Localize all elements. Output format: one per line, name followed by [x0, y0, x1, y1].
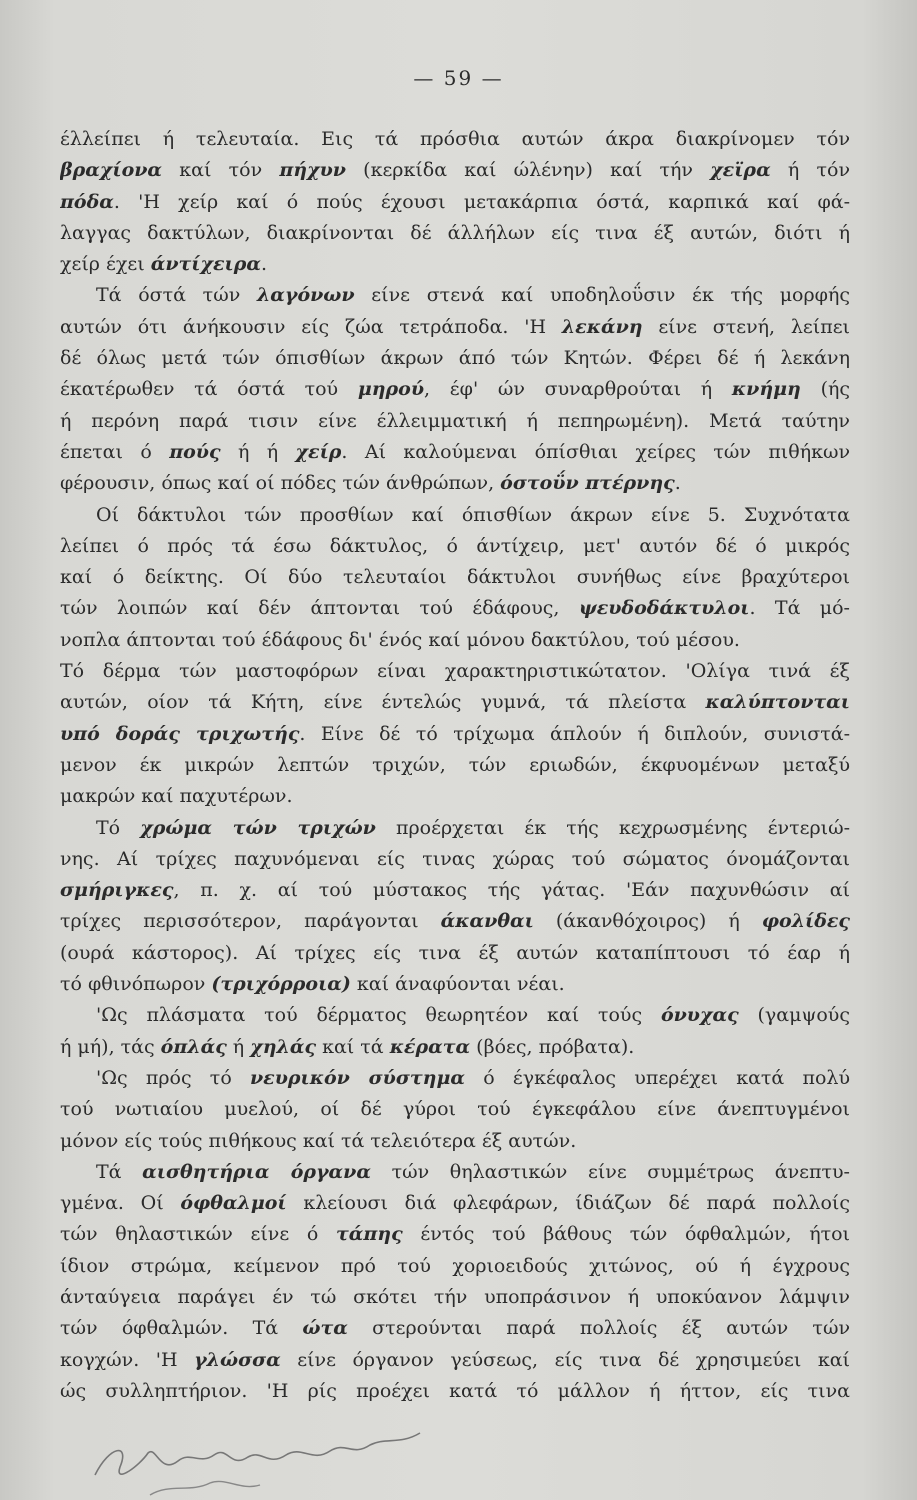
- bold-term: μηρού: [357, 378, 425, 401]
- bold-term: χείρ: [295, 440, 342, 463]
- text-line: [60, 1063, 850, 1094]
- text-line: [60, 1313, 850, 1344]
- text-line: [60, 844, 850, 875]
- text-run: καί τόν: [162, 159, 280, 182]
- bold-term: χηλάς: [250, 1035, 317, 1058]
- text-run: τό φθινόπωρον: [60, 973, 212, 996]
- text-run: .: [261, 253, 268, 276]
- text-line: [60, 124, 850, 155]
- text-line: [60, 1188, 850, 1219]
- text-line: [60, 155, 850, 186]
- text-line: [60, 1345, 850, 1376]
- text-run: φέρουσιν, όπως καί οί πόδες τών άνθρώπων,: [60, 472, 501, 495]
- text-run: Τά: [96, 1160, 143, 1183]
- text-run: καί ό δείκτης. Οί δύο τελευταίοι δάκτυλοι συνήθως είνε βραχύτεροι: [60, 566, 850, 589]
- bold-term: πήχυν: [279, 159, 346, 182]
- text-line: [60, 374, 850, 405]
- bold-term: λεκάνη: [561, 315, 643, 338]
- bold-term: πούς: [169, 440, 221, 463]
- bold-term: χεϊρα: [710, 159, 771, 182]
- text-run: τών όφθαλμών. Τά: [60, 1317, 303, 1340]
- bold-term: ψευδοδάκτυλοι: [578, 597, 750, 620]
- text-run: είνε στενά καί υποδηλοΰσιν έκ τής μορφής: [354, 284, 850, 307]
- text-line: [60, 906, 850, 937]
- text-run: λαγγας δακτύλων, διακρίνονται δέ άλλήλων είς τινα έξ αυτών, διότι ή: [60, 221, 850, 244]
- text-run: μόνον είς τούς πιθήκους καί τά τελειότερα έξ αυτών.: [60, 1129, 577, 1152]
- text-run: 'Ως πλάσματα τού δέρματος θεωρητέον καί τούς: [96, 1004, 661, 1027]
- text-line: [60, 969, 850, 1000]
- bold-term: πόδα: [60, 190, 114, 213]
- bold-term: κέρατα: [389, 1035, 471, 1058]
- text-run: κλείουσι διά φλεφάρων, ίδιάζων δέ παρά πολλοίς: [286, 1192, 850, 1215]
- bold-term: καλύπτονται: [705, 691, 850, 714]
- bold-term: όστοΰν πτέρνης: [500, 472, 675, 495]
- text-run: Τό δέρμα τών μαστοφόρων είναι χαρακτηριστικώτατον. 'Ολίγα τινά έξ: [60, 660, 850, 683]
- text-line: [60, 875, 850, 906]
- text-run: ή μή), τάς: [60, 1035, 161, 1058]
- text-run: (κερκίδα καί ώλένην) καί τήν: [345, 159, 711, 182]
- text-line: [60, 1157, 850, 1188]
- text-run: έντός τού βάθους τών όφθαλμών, ήτοι: [402, 1223, 850, 1246]
- text-line: [60, 938, 850, 969]
- text-run: νοπλα άπτονται τού έδάφους δι' ένός καί μόνου δακτύλου, τού μέσου.: [60, 628, 740, 651]
- text-run: λείπει ό πρός τά έσω δάκτυλος, ό άντίχειρ, μετ' αυτόν δέ ό μικρός: [60, 534, 850, 557]
- text-line: [60, 187, 850, 218]
- text-run: ίδιον στρώμα, κείμενον πρό τού χοριοειδούς χιτώνος, ού ή έγχρους: [60, 1254, 850, 1277]
- bold-term: όπλάς: [160, 1035, 227, 1058]
- handwritten-note: [90, 1405, 430, 1500]
- text-run: ό έγκέφαλος υπερέχει κατά πολύ: [464, 1066, 850, 1089]
- bold-term: υπό δοράς τριχωτής: [60, 722, 300, 745]
- text-run: έπεται ό: [60, 440, 170, 463]
- bold-term: όνυχας: [660, 1004, 739, 1027]
- text-run: αυτών, οίον τά Κήτη, είνε έντελώς γυμνά, τά πλείστα: [60, 691, 706, 714]
- text-run: (ουρά κάστορος). Αί τρίχες είς τινα έξ αυτών καταπίπτουσι τό έαρ ή: [60, 941, 850, 964]
- page-number: — 59 —: [413, 66, 504, 90]
- text-run: άνταύγεια παράγει έν τώ σκότει τήν υποπράσινον ή υποκύανον λάμψιν: [60, 1285, 850, 1308]
- text-run: αυτών ότι άνήκουσιν είς ζώα τετράποδα. 'Η: [60, 315, 562, 338]
- bold-term: ώτα: [302, 1317, 348, 1340]
- text-run: προέρχεται έκ τής κεχρωσμένης έντεριώ-: [375, 816, 850, 839]
- text-line: [60, 312, 850, 343]
- text-run: Τό: [96, 816, 141, 839]
- text-run: . Τά μό-: [749, 597, 850, 620]
- bold-term: σμήριγκες: [60, 879, 174, 902]
- text-run: είνε όργανον γεύσεως, είς τινα δέ χρησιμεύει καί: [280, 1348, 850, 1371]
- text-run: ή: [226, 1035, 251, 1058]
- text-run: δέ όλως μετά τών όπισθίων άκρων άπό τών Κητών. Φέρει δέ ή λεκάνη: [60, 347, 850, 370]
- text-line: [60, 593, 850, 624]
- text-run: (βόες, πρόβατα).: [470, 1035, 635, 1058]
- bold-term: γλώσσα: [194, 1348, 281, 1371]
- bold-term: κνήμη: [731, 378, 801, 401]
- text-line: [60, 218, 850, 249]
- text-line: [60, 1376, 850, 1407]
- text-line: [60, 687, 850, 718]
- text-line: [60, 531, 850, 562]
- text-run: τών θηλαστικών είνε ό: [60, 1223, 336, 1246]
- text-line: [60, 1251, 850, 1282]
- text-line: [60, 1282, 850, 1313]
- text-run: ώς συλληπτήριον. 'Η ρίς προέχει κατά τό μάλλον ή ήττον, είς τινα: [60, 1379, 850, 1402]
- text-run: τών λοιπών καί δέν άπτονται τού έδάφους,: [60, 597, 579, 620]
- text-run: Οί δάκτυλοι τών προσθίων καί όπισθίων άκρων είνε 5. Συχνότατα: [96, 503, 850, 526]
- text-run: μακρών καί παχυτέρων.: [60, 785, 293, 808]
- text-run: ή ή: [220, 440, 296, 463]
- text-line: [60, 249, 850, 280]
- text-line: [60, 813, 850, 844]
- text-line: [60, 1000, 850, 1031]
- text-run: . Είνε δέ τό τρίχωμα άπλούν ή διπλούν, συνιστά-: [299, 722, 850, 745]
- text-line: [60, 1032, 850, 1063]
- text-run: καί τά: [316, 1035, 390, 1058]
- text-run: χείρ έχει: [60, 253, 151, 276]
- text-run: . 'Η χείρ καί ό πούς έχουσι μετακάρπια όστά, καρπικά καί φά-: [113, 190, 850, 213]
- text-run: 'Ως πρός τό: [96, 1066, 250, 1089]
- text-line: [60, 437, 850, 468]
- text-run: .: [674, 472, 681, 495]
- bold-term: όφθαλμοί: [180, 1192, 287, 1215]
- text-run: μενον έκ μικρών λεπτών τριχών, τών εριωδών, έκφυομένων μεταξύ: [60, 753, 850, 776]
- bold-term: τάπης: [335, 1223, 403, 1246]
- text-run: νης. Αί τρίχες παχυνόμεναι είς τινας χώρας τού σώματος όνομάζονται: [60, 847, 850, 870]
- text-run: , έφ' ών συναρθρούται ή: [424, 378, 732, 401]
- text-line: [60, 500, 850, 531]
- text-run: ή περόνη παρά τισιν είνε έλλειμματική ή πεπηρωμένη). Μετά ταύτην: [60, 409, 850, 432]
- text-line: [60, 468, 850, 499]
- text-run: είνε στενή, λείπει: [642, 315, 850, 338]
- text-line: [60, 562, 850, 593]
- bold-term: άκανθαι: [440, 910, 534, 933]
- text-run: έλλείπει ή τελευταία. Εις τά πρόσθια αυτών άκρα διακρίνομεν τόν: [60, 128, 850, 150]
- text-line: [60, 750, 850, 781]
- text-run: (άκανθόχοιρος) ή: [533, 910, 762, 933]
- text-line: [60, 343, 850, 374]
- text-line: [60, 625, 850, 656]
- text-line: [60, 1094, 850, 1125]
- text-line: [60, 781, 850, 812]
- text-run: έκατέρωθεν τά όστά τού: [60, 378, 358, 401]
- bold-term: νευρικόν σύστημα: [250, 1066, 465, 1089]
- bold-term: (τριχόρροια): [211, 973, 351, 996]
- bold-term: άντίχειρα: [150, 253, 261, 276]
- bold-term: βραχίονα: [60, 159, 163, 182]
- bold-term: αισθητήρια όργανα: [142, 1160, 371, 1183]
- text-run: , π. χ. αί τού μύστακος τής γάτας. 'Εάν παχυνθώσιν αί: [173, 879, 850, 902]
- text-run: (γαμψούς: [738, 1004, 850, 1027]
- text-line: [60, 1219, 850, 1250]
- text-run: . Αί καλούμεναι όπίσθιαι χείρες τών πιθήκων: [341, 440, 850, 463]
- text-run: Τά όστά τών: [96, 284, 257, 307]
- text-line: [60, 280, 850, 311]
- text-run: στερούνται παρά πολλοίς έξ αυτών τών: [347, 1317, 850, 1340]
- text-line: [60, 656, 850, 687]
- text-run: τρίχες περισσότερον, παράγονται: [60, 910, 441, 933]
- text-line: [60, 406, 850, 437]
- text-run: τού νωτιαίου μυελού, οί δέ γύροι τού έγκεφάλου είνε άνεπτυγμένοι: [60, 1098, 850, 1121]
- body-text: [60, 124, 850, 1407]
- text-run: κογχών. 'Η: [60, 1348, 195, 1371]
- bold-term: λαγόνων: [256, 284, 355, 307]
- bold-term: χρώμα τών τριχών: [140, 816, 376, 839]
- text-line: [60, 719, 850, 750]
- text-run: γμένα. Οί: [60, 1192, 181, 1215]
- text-line: [60, 1126, 850, 1157]
- text-run: τών θηλαστικών είνε συμμέτρως άνεπτυ-: [370, 1160, 850, 1183]
- text-run: καί άναφύονται νέαι.: [350, 973, 565, 996]
- text-run: ή τόν: [770, 159, 850, 182]
- bold-term: φολίδες: [761, 910, 850, 933]
- text-run: (ής: [800, 378, 850, 401]
